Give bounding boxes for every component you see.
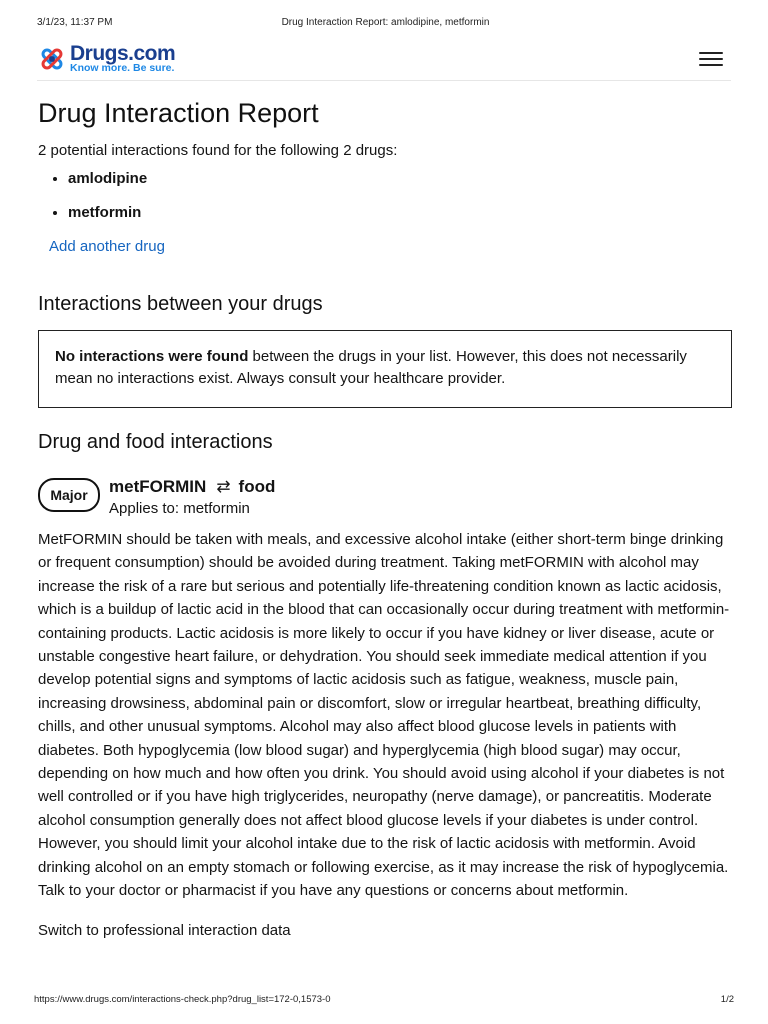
print-url: https://www.drugs.com/interactions-check.php?drug_list=172-0,1573-0 bbox=[34, 994, 331, 1005]
professional-data-link[interactable]: Switch to professional interaction data bbox=[38, 921, 291, 939]
drug-interactions-heading: Interactions between your drugs bbox=[38, 293, 323, 315]
drugs-logo-icon bbox=[37, 44, 67, 74]
interaction-header bbox=[38, 476, 732, 520]
report-intro: 2 potential interactions found for the following 2 drugs: bbox=[38, 142, 398, 159]
interaction-target: food bbox=[238, 477, 276, 496]
food-interactions-heading: Drug and food interactions bbox=[38, 431, 273, 453]
site-header bbox=[37, 40, 731, 81]
print-date: 3/1/23, 11:37 PM bbox=[37, 17, 113, 28]
severity-badge: Major bbox=[38, 478, 100, 512]
interaction-drug: metFORMIN bbox=[109, 477, 207, 496]
drug-item: • amlodipine bbox=[68, 169, 732, 189]
hamburger-menu-icon[interactable] bbox=[699, 49, 725, 69]
site-name: Drugs.com bbox=[70, 42, 176, 65]
site-logo[interactable] bbox=[37, 42, 187, 74]
notice-bold-text: No interactions were found bbox=[55, 348, 249, 365]
drug-item: • metformin bbox=[68, 203, 732, 223]
notice-text: between the drugs in your list. However, this does not necessarily mean no interactions exist. Always consult your healthcare provider. bbox=[55, 348, 687, 387]
interaction-arrow-icon: ⇄ bbox=[216, 477, 231, 496]
interaction-description: MetFORMIN should be taken with meals, and excessive alcohol intake (either short-term binge drinking or frequent consumption) should be avoided during treatment. Taking metFORMIN with alcohol may increase the risk of a rare but serious and potentially life-threatening condition known as lactic acidosis, which is a buildup of lactic acid in the blood that can occasionally occur during treatment with metformin-containing products. Lactic acidosis is more likely to occur if you have kidney or liver disease, acute or unstable congestive heart failure, or dehydration. You should seek immediate medical attention if you develop potential signs and symptoms of lactic acidosis such as fatigue, weakness, muscle pain, increasing drowsiness, abdominal pain or discomfort, slow or irregular heartbeat, breathing difficulty, chills, and other unusual symptoms. Alcohol may also affect blood glucose levels in patients with diabetes. Both hypoglycemia (low blood sugar) and hyperglycemia (high blood sugar) may occur, depending on how much and how often you drink. You should avoid using alcohol if your diabetes is not well controlled or if you have high triglycerides, neuropathy (nerve damage), or pancreatitis. Moderate alcohol consumption generally does not affect blood glucose levels if your diabetes is under control. However, you should limit your alcohol intake due to the risk of lactic acidosis with metformin. Avoid drinking alcohol on an empty stomach or following exercise, as it may increase the risk of hypoglycemia. Talk to your doctor or pharmacist if you have any questions or concerns about metformin. bbox=[38, 531, 730, 900]
add-another-drug-link[interactable]: Add another drug bbox=[49, 238, 165, 255]
interaction-title bbox=[109, 476, 275, 498]
page-title: Drug Interaction Report bbox=[38, 98, 319, 128]
page-number: 1/2 bbox=[720, 994, 734, 1005]
no-interactions-notice bbox=[38, 330, 732, 408]
print-document-title: Drug Interaction Report: amlodipine, metformin bbox=[281, 17, 490, 28]
main-content bbox=[38, 96, 732, 941]
drug-list bbox=[38, 169, 732, 223]
print-header bbox=[37, 17, 734, 31]
site-tagline: Know more. Be sure. bbox=[70, 62, 175, 74]
interaction-applies-to: Applies to: metformin bbox=[109, 500, 250, 517]
